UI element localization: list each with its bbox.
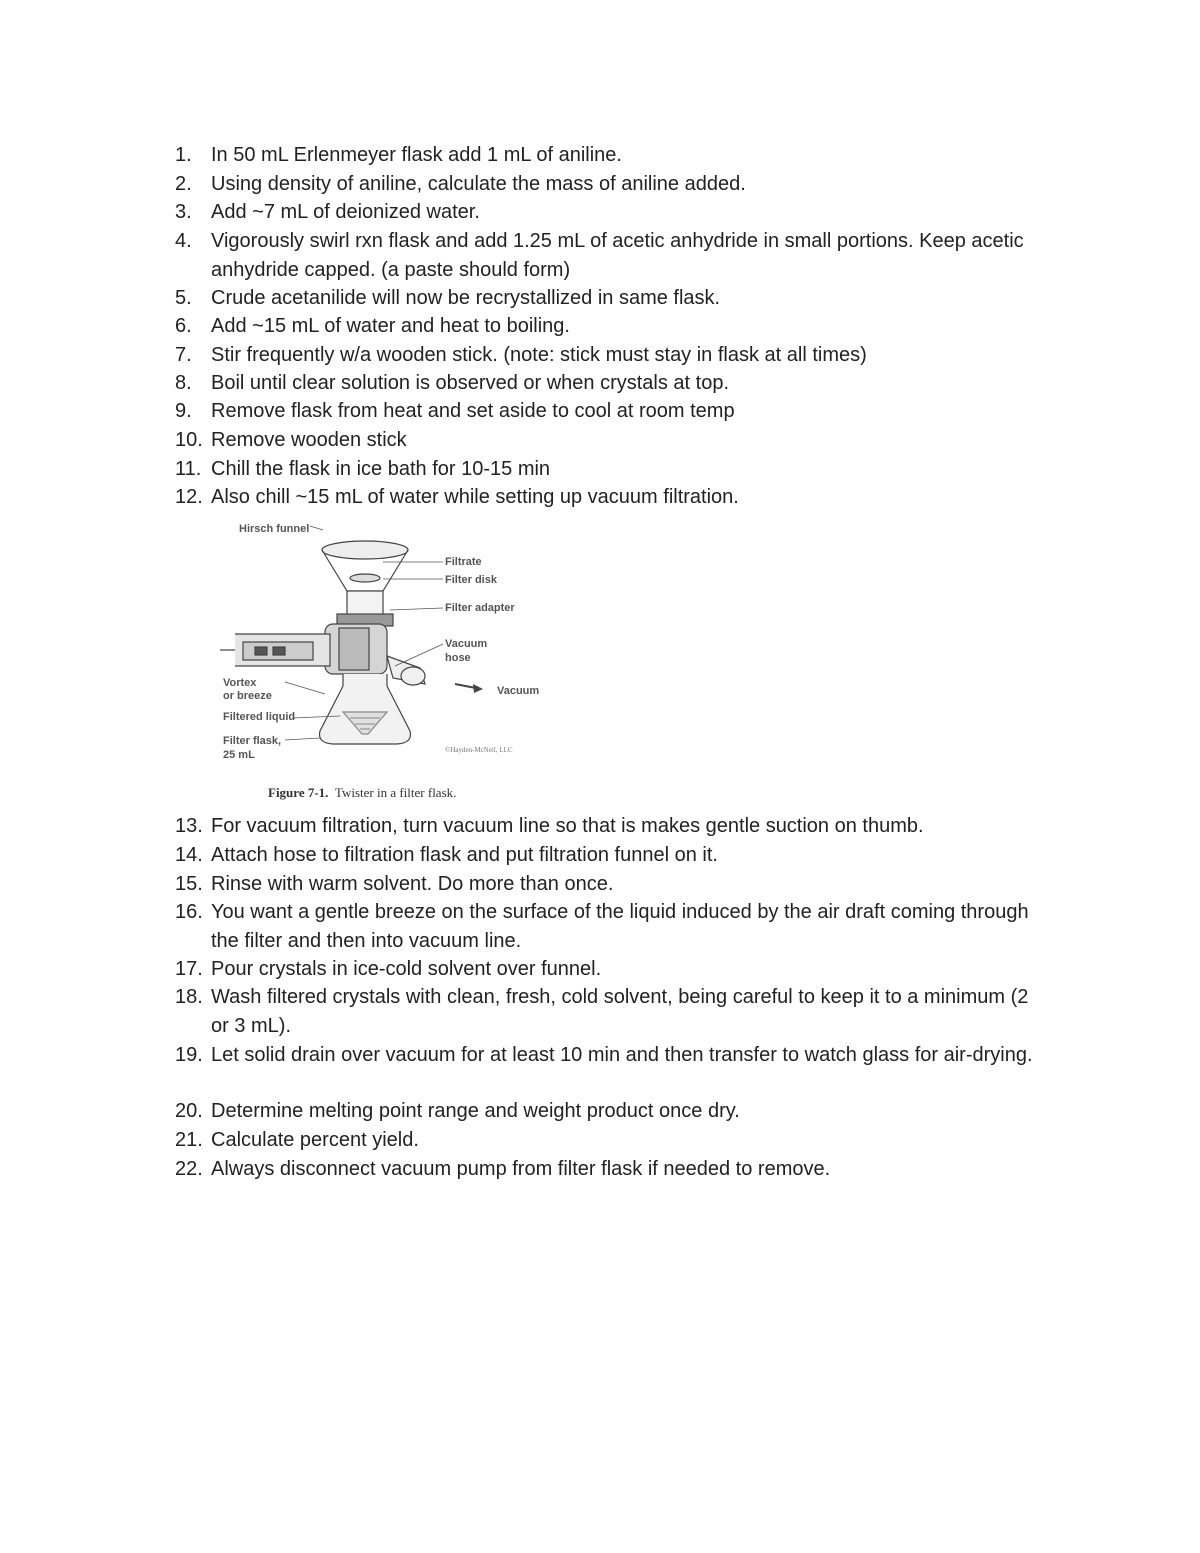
step-text: Boil until clear solution is observed or when crystals at top. [211,372,730,394]
step-text: Stir frequently w/a wooden stick. (note: stick must stay in flask at all times) [211,344,867,366]
label-hirsch-funnel: Hirsch funnel [239,523,310,535]
label-filter-flask-2: 25 mL [223,749,255,761]
step-text: Always disconnect vacuum pump from filter flask if needed to remove. [211,1158,831,1180]
step-number: 15. [175,873,203,895]
step-number: 10. [175,429,203,451]
copyright-credit: ©Hayden-McNeil, LLC [445,746,513,754]
step-text: Using density of aniline, calculate the mass of aniline added. [211,173,746,195]
step-number: 7. [175,344,192,366]
step-number: 22. [175,1158,203,1180]
step-text: Let solid drain over vacuum for at least 10 min and then transfer to watch glass for air-drying. [211,1044,1033,1066]
step-number: 21. [175,1129,203,1151]
step-number: 16. [175,901,203,923]
figure-caption-text: Twister in a filter flask. [334,785,457,800]
label-filtrate: Filtrate [445,556,482,568]
label-vacuum-hose-2: hose [445,652,471,664]
step-text: Attach hose to filtration flask and put filtration funnel on it. [211,844,718,866]
step-text: Pour crystals in ice-cold solvent over funnel. [211,958,602,980]
label-filter-adapter: Filter adapter [445,602,515,614]
step-number: 19. [175,1044,203,1066]
step-number: 18. [175,986,203,1008]
step-text: In 50 mL Erlenmeyer flask add 1 mL of aniline. [211,144,622,166]
step-number: 11. [175,458,202,480]
label-vacuum: Vacuum [497,685,540,697]
step-number: 1. [175,144,192,166]
label-filter-disk: Filter disk [445,574,497,586]
step-text: Add ~15 mL of water and heat to boiling. [211,315,570,337]
step-number: 14. [175,844,203,866]
step-text: Calculate percent yield. [211,1129,419,1151]
step-number: 6. [175,315,192,337]
step-text: Determine melting point range and weight product once dry. [211,1100,740,1122]
step-number: 4. [175,230,192,252]
step-number: 17. [175,958,203,980]
label-vortex-2: or breeze [223,690,272,702]
step-number: 20. [175,1100,203,1122]
label-filter-flask: Filter flask, [223,735,282,747]
label-filtered-liquid: Filtered liquid [223,711,296,723]
step-number: 12. [175,486,203,508]
step-number: 13. [175,815,203,837]
step-number: 9. [175,400,192,422]
step-text: You want a gentle breeze on the surface of the liquid induced by the air draft coming through the filter and then into vacuum line. [211,901,1029,952]
step-text: Chill the flask in ice bath for 10-15 min [211,458,551,480]
hirsch-funnel-figure [215,516,545,806]
step-number: 5. [175,287,192,309]
step-text: Crude acetanilide will now be recrystallized in same flask. [211,287,721,309]
label-vortex: Vortex [223,677,257,689]
step-text: Remove flask from heat and set aside to cool at room temp [211,400,735,422]
step-text: Also chill ~15 mL of water while setting up vacuum filtration. [211,486,739,508]
step-text: Add ~7 mL of deionized water. [211,201,480,223]
step-text: Vigorously swirl rxn flask and add 1.25 mL of acetic anhydride in small portions. Keep acetic anhydride capped. (a paste should form) [211,230,1024,281]
step-number: 3. [175,201,192,223]
step-number: 2. [175,173,192,195]
step-text: Remove wooden stick [211,429,407,451]
step-text: Rinse with warm solvent. Do more than once. [211,873,614,895]
step-text: Wash filtered crystals with clean, fresh, cold solvent, being careful to keep it to a minimum (2 or 3 mL). [211,986,1029,1037]
step-number: 8. [175,372,192,394]
figure-caption [268,785,456,801]
figure-number: Figure 7-1. [268,785,329,800]
label-vacuum-hose: Vacuum [445,638,488,650]
step-text: For vacuum filtration, turn vacuum line so that is makes gentle suction on thumb. [211,815,924,837]
